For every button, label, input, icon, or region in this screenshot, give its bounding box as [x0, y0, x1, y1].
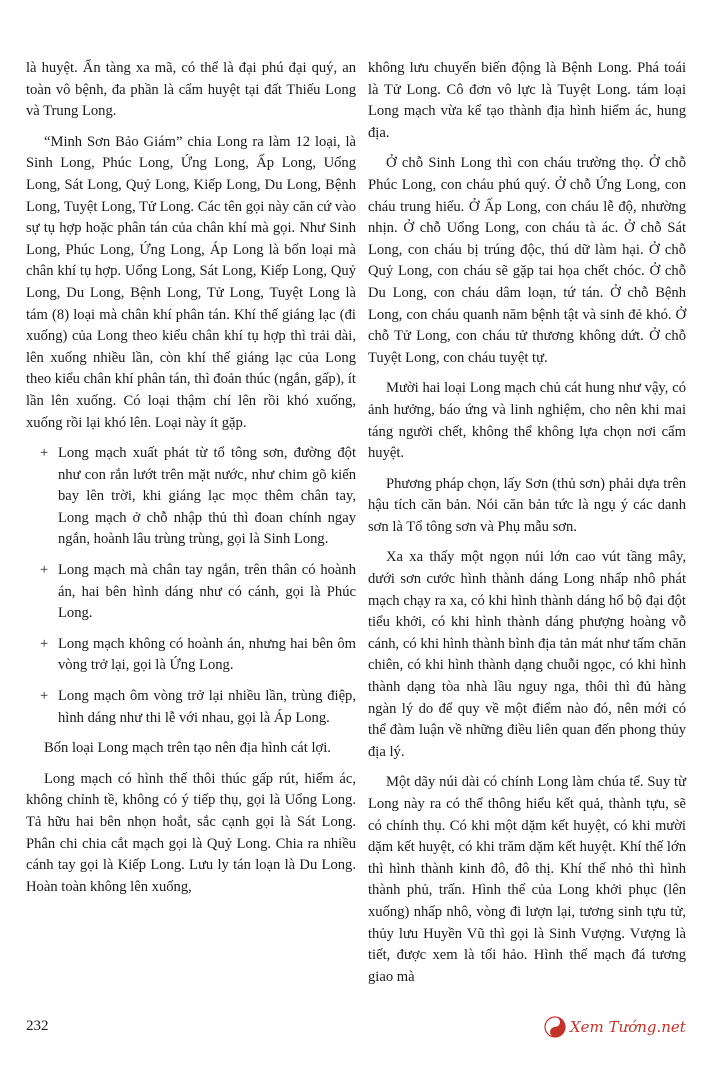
yin-yang-icon [544, 1016, 566, 1038]
list-marker: + [40, 635, 49, 652]
list-item-text: Long mạch xuất phát từ tổ tông sơn, đường đột như con rắn lướt trên mặt nước, như chim gõ kiến bay lên trời, khi giáng lạc mọc thêm chân tay, Long mạch ở chỗ nhập thủ thì đoan chính ngay ngắn, hoành lâu trùng trùng, gọi là Sinh Long. [58, 445, 356, 548]
paragraph: Xa xa thấy một ngọn núi lớn cao vút tầng mây, dưới sơn cước hình thành dáng Long nhấp nhô phát mạch chạy ra xa, có khi hình thành dáng hổ bộ đại đột tiểu khởi, có khi hình thành dáng phượng hoàng vỗ cánh, có khi hình thành bình địa tản mát như tấm chăn chiên, có khi hình thành dạng chuỗi ngọc, có khi hình thành dạng tòa nhà lầu nguy nga, thôi thì đủ hàng ngàn lý do để quy về một điểm nào đó, nên mới có thể đàm luận về những điều liên quan đến phong thủy địa lý. [368, 549, 686, 760]
paragraph: Mười hai loại Long mạch chủ cát hung như vậy, có ảnh hưởng, báo ứng và linh nghiệm, cho nên khi mai táng người chết, không thể không lựa chọn nơi cẩm huyệt. [368, 380, 686, 462]
list-item-text: Long mạch mà chân tay ngắn, trên thân có hoành án, hai bên hình dáng như có cánh, gọi là Phúc Long. [58, 562, 356, 622]
left-column [26, 58, 356, 907]
list-marker: + [40, 445, 49, 462]
right-column [368, 58, 686, 997]
paragraph: là huyệt. Ẩn tàng xa mã, có thể là đại phú đại quý, an toàn vô bệnh, đa phần là cẩm huyệt tại đất Thiếu Long và Trung Long. [26, 60, 356, 120]
page-number: 232 [26, 1018, 49, 1034]
watermark [544, 1016, 686, 1038]
paragraph: Phương pháp chọn, lấy Sơn (thủ sơn) phải dựa trên hậu tích căn bản. Nói căn bản tức là ngụ ý các danh sơn là Tổ tông sơn và Phụ mẫu sơn. [368, 475, 686, 535]
paragraph: Một dãy núi dài có chính Long làm chúa tể. Suy từ Long này ra có thể thông hiểu kết quả, thành tựu, sẽ có chính thụ. Có khi một dặm kết huyệt, có khi mười dặm kết huyệt, có khi trăm dặm kết huyệt. Khí thế lớn thì hình thành kinh đô, đô thị. Khí thế nhỏ thì hình thành phủ, trấn. Hình thế của Long khởi phục (lên xuống) nhấp nhô, vòng đi lượn lại, tương sinh tựu tử, thủy lưu Huyền Vũ thì gọi là Sinh Vượng. Vượng là tiết, được xem là tối hảo. Hình thế mạch đá tương giao mà [368, 774, 686, 985]
paragraph: Ở chỗ Sinh Long thì con cháu trường thọ. Ở chỗ Phúc Long, con cháu phú quý. Ở chỗ Ứng Long, con cháu trung hiếu. Ở Ấp Long, con cháu lễ độ, nhường nhịn. Ở chỗ Uổng Long, con cháu tà ác. Ở chỗ Sát Long, con cháu bị trúng độc, thú dữ làm hại. Ở chỗ Quỷ Long, con cháu sẽ gặp tai họa chết chóc. Ở chỗ Du Long, con cháu dâm loạn, tứ tán. Ở chỗ Bệnh Long, con cháu quanh năm bệnh tật và sinh đẻ khó. Ở chỗ Tử Long, con cháu tử thương không dứt. Ở chỗ Tuyệt Long, con cháu tuyệt tự. [368, 155, 686, 366]
long-types-list [26, 443, 356, 729]
paragraph: Bốn loại Long mạch trên tạo nên địa hình cát lợi. [44, 740, 331, 757]
list-marker: + [40, 562, 49, 579]
watermark-text: Xem Tướng.net [570, 1018, 686, 1036]
paragraph: “Minh Sơn Bảo Giám” chia Long ra làm 12 loại, là Sinh Long, Phúc Long, Ứng Long, Ấp Long, Uổng Long, Sát Long, Quỷ Long, Kiếp Long, Du Long, Bệnh Long, Tuyệt Long, Tử Long. Các tên gọi này căn cứ vào sự tụ hợp hoặc phân tán của chân khí mà gọi. Như Sinh Long, Phúc Long, Ứng Long, Áp Long là bốn loại mà chân khí tụ hợp. Uổng Long, Sát Long, Kiếp Long, Quỷ Long, Du Long, Bệnh Long, Tử Long, Tuyệt Long là tám (8) loại mà chân khí phân tán. Khí thế giáng lạc (đi xuống) của Long theo kiểu chân khí tụ hợp thì trải dài, lên xuống nhiều lần, còn khí thế giáng lạc của Long theo kiểu chân khí phân tán, thì đoản thúc (ngắn, gấp), ít lần lên xuống. Có loại thậm chí lên rồi khó xuống, xuống rồi lại khó lên. Loại này ít gặp. [26, 133, 356, 431]
paragraph: Long mạch có hình thế thôi thúc gấp rút, hiểm ác, không chỉnh tề, không có ý tiếp thụ, gọi là Uổng Long. Tả hữu hai bên nhọn hoắt, sắc cạnh gọi là Sát Long. Phân chi chia cắt mạch gọi là Quỷ Long. Chia ra nhiều cánh tay gọi là Kiếp Long. Lưu ly tán loạn là Du Long. Hoàn toàn không lên xuống, [26, 770, 356, 895]
list-item [40, 634, 356, 677]
list-marker: + [40, 688, 49, 705]
paragraph: không lưu chuyển biến động là Bệnh Long. Phá toái là Tử Long. Cô đơn vô lực là Tuyệt Long. tám loại Long mạch vừa kể tạo thành địa hình hiểm ác, hung địa. [368, 60, 686, 141]
list-item-text: Long mạch không có hoành án, nhưng hai bên ôm vòng trở lại, gọi là Ứng Long. [58, 635, 356, 674]
list-item [40, 686, 356, 729]
list-item [40, 560, 356, 625]
list-item-text: Long mạch ôm vòng trở lại nhiều lần, trùng điệp, hình dáng như thi lễ với nhau, gọi là Áp Long. [58, 688, 356, 726]
list-item [40, 443, 356, 551]
